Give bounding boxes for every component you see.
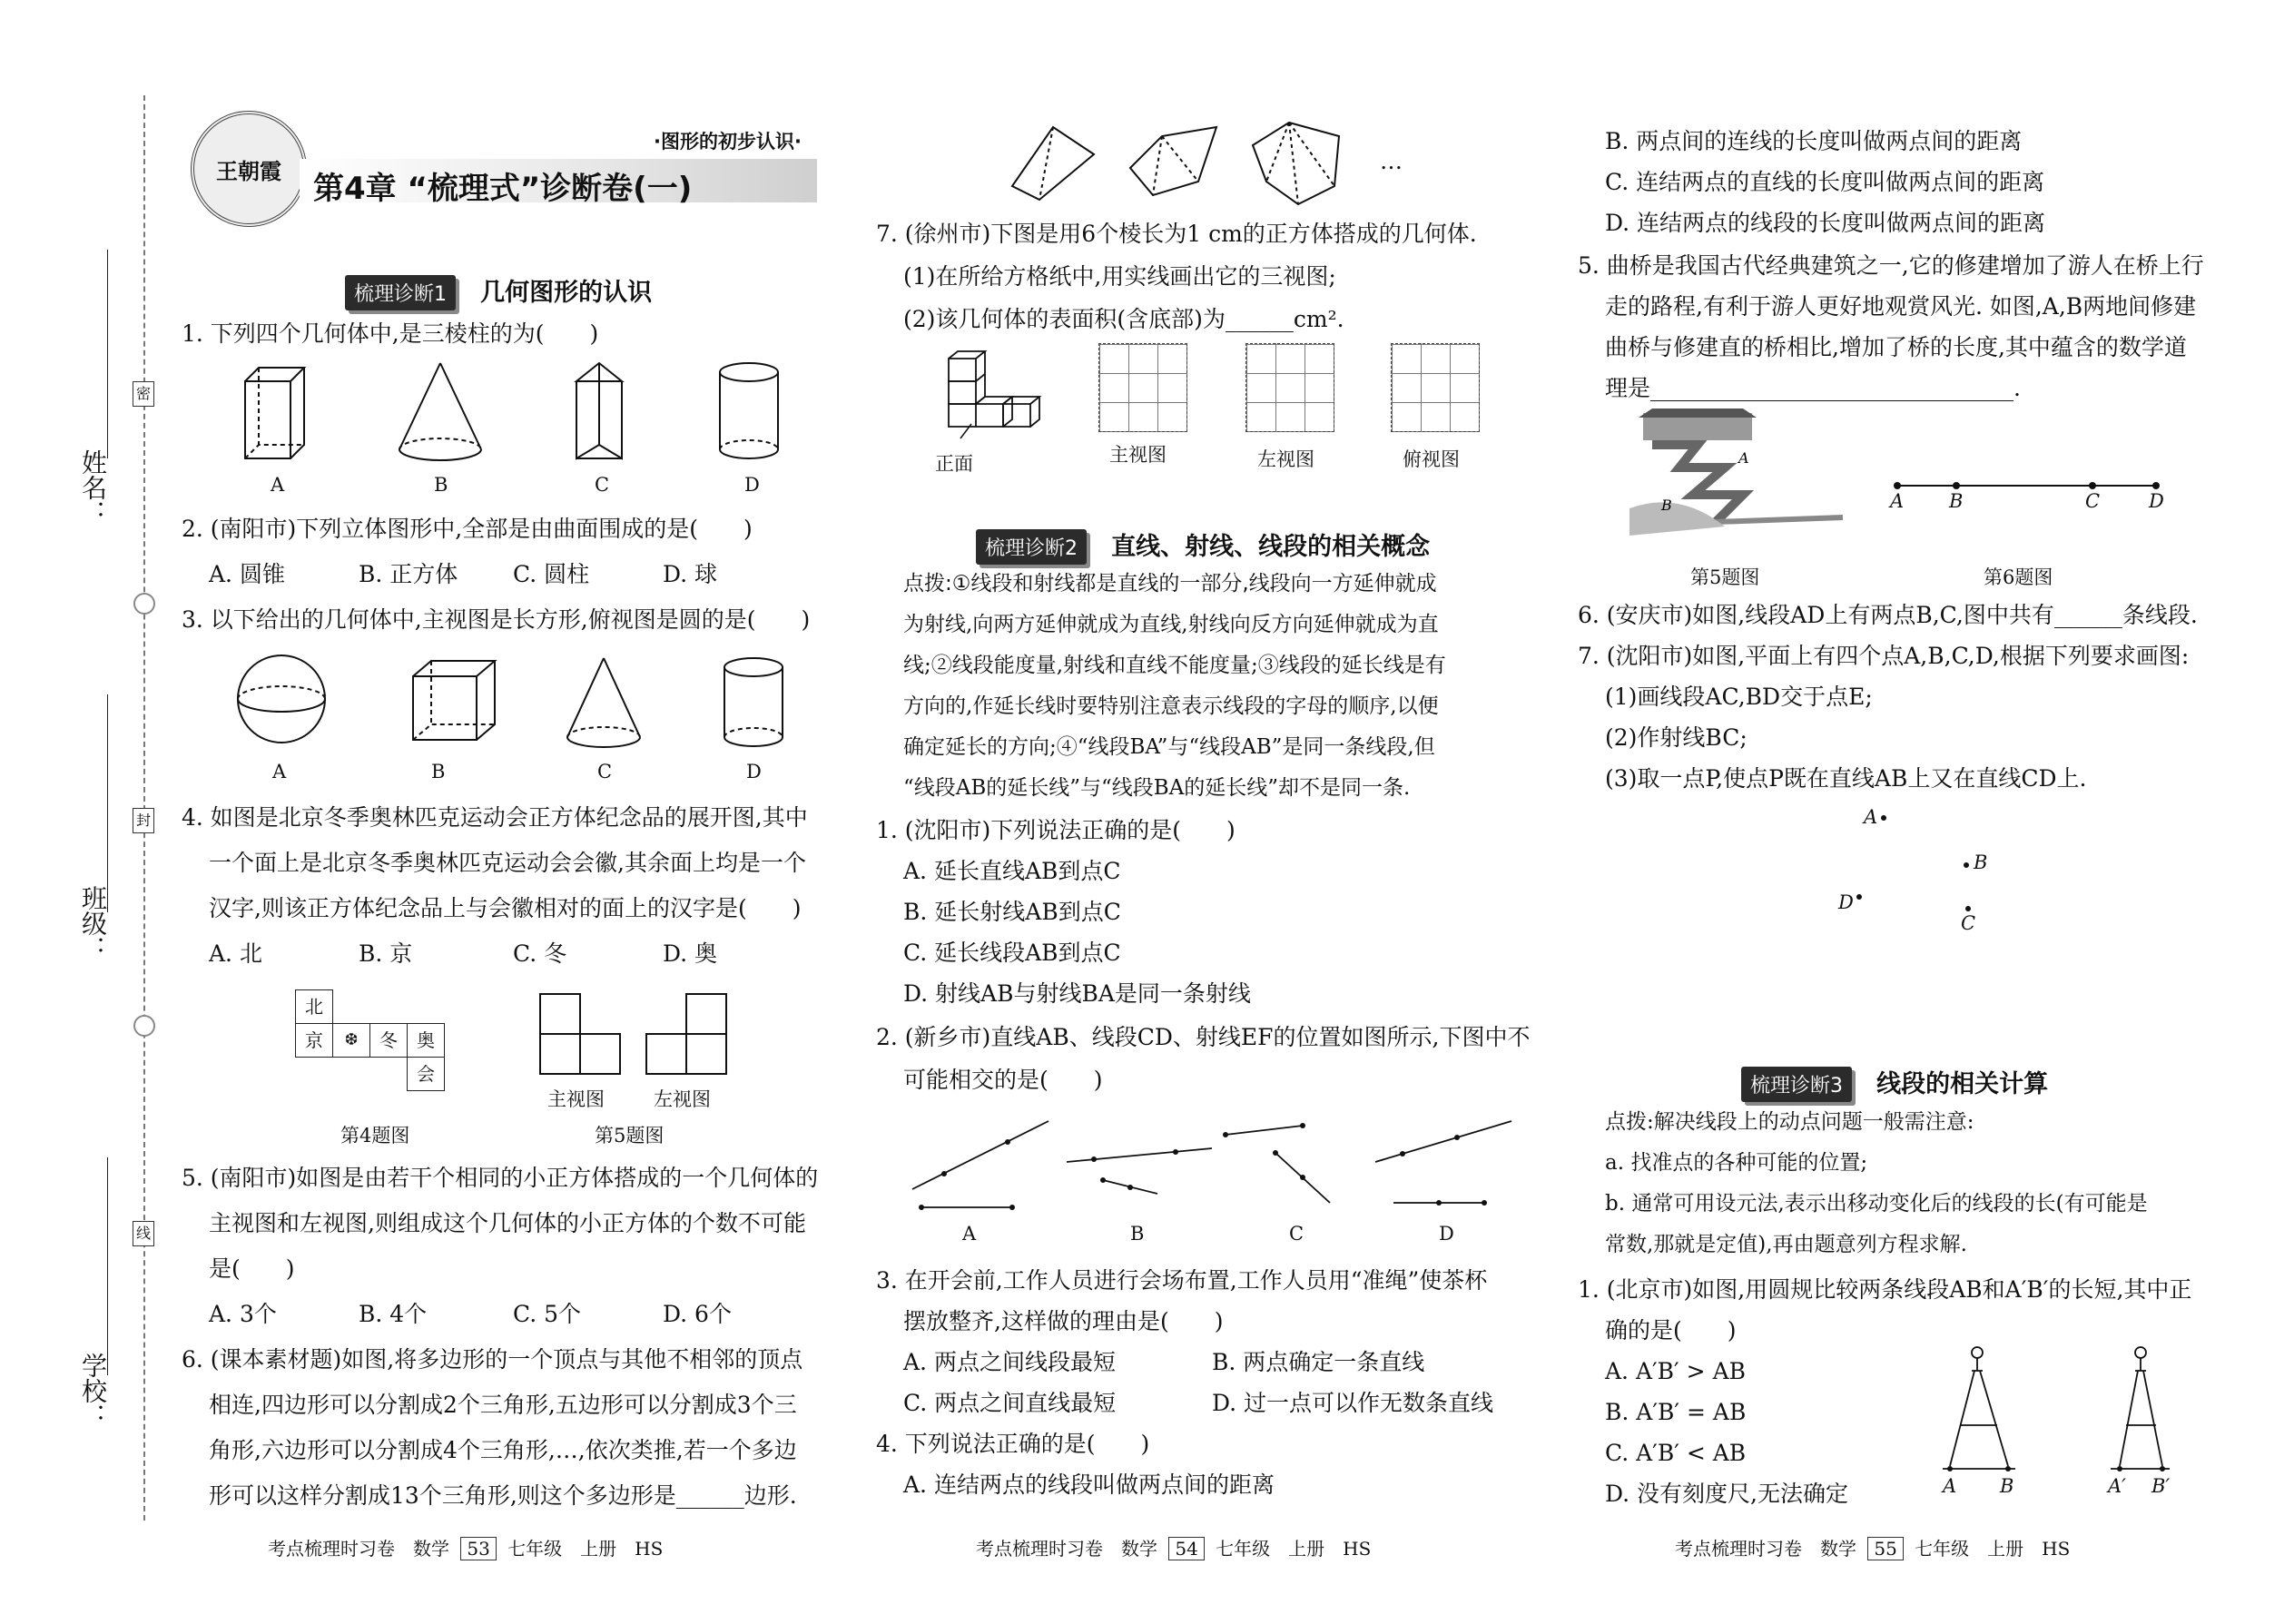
svg-text:A: A — [1738, 449, 1749, 467]
sec3-badge: 梳理诊断3 — [1741, 1067, 1852, 1102]
footer-grade: 七年级 上册 HS — [1915, 1538, 2071, 1560]
class-blank-line[interactable] — [107, 694, 108, 912]
sec2-heading — [976, 527, 1430, 565]
footer-grade: 七年级 上册 HS — [507, 1538, 664, 1560]
q6-point-a: A — [1890, 490, 1905, 512]
q7-grid-left-label: 左视图 — [1257, 448, 1314, 470]
fig5-caption: 第5题图 — [595, 1125, 665, 1147]
net-cell: 会 — [407, 1057, 445, 1091]
p1-q5-opt-d: D. 6个 — [663, 1301, 732, 1327]
p2-tip-line3: 线;②线段能度量,射线和直线不能度量;③线段的延长线是有 — [903, 654, 1446, 677]
cylinder-icon — [720, 363, 778, 458]
rect-prism-icon — [245, 368, 304, 458]
page-number: 55 — [1867, 1537, 1903, 1560]
logo-emblem — [191, 111, 307, 227]
name-blank-line[interactable] — [107, 250, 108, 458]
q7-point-dot — [1856, 894, 1862, 900]
p1-q2-opt-c: C. 圆柱 — [513, 561, 590, 587]
p2-q4: 4. 下列说法正确的是( ) — [876, 1431, 1150, 1457]
p3-q1-opt-a: A. A′B′ > AB — [1605, 1358, 1746, 1384]
q5-left-view-label: 左视图 — [654, 1088, 711, 1110]
q7-point-dot — [1965, 906, 1971, 911]
q3-label-a: A — [272, 761, 287, 782]
p1-q6-line1: 6. (课本素材题)如图,将多边形的一个顶点与其他不相邻的顶点 — [182, 1346, 803, 1373]
q1-label-b: B — [434, 474, 448, 496]
p2-tip-line4: 方向的,作延长线时要特别注意表示线段的字母的顺序,以便 — [903, 694, 1439, 718]
seal-char-xian: 线 — [133, 1221, 154, 1246]
q6-point-c: C — [2085, 490, 2101, 512]
q2-fig-label-d: D — [1439, 1223, 1454, 1245]
footer-series: 考点梳理时习卷 数学 — [1675, 1538, 1856, 1560]
p2-q3-opt-d: D. 过一点可以作无数条直线 — [1212, 1390, 1494, 1416]
page-number: 54 — [1168, 1537, 1204, 1560]
fig6-caption: 第6题图 — [1984, 566, 2053, 588]
p1-q5-opt-c: C. 5个 — [513, 1301, 582, 1327]
footer-grade: 七年级 上册 HS — [1216, 1538, 1372, 1560]
sec3-heading — [1741, 1064, 2048, 1102]
sec1-title: 几何图形的认识 — [480, 279, 653, 307]
q7-point-c: C — [1961, 912, 1976, 934]
compass-label-a: A — [1943, 1475, 1957, 1497]
q2-fig-label-c: C — [1289, 1223, 1305, 1245]
p2-tip-line6: “线段AB的延长线”与“线段BA的延长线”却不是同一条. — [903, 776, 1411, 800]
q7-grid-main-label: 主视图 — [1109, 444, 1167, 466]
cube-net-figure — [295, 989, 454, 1098]
p3-q7-line1: 7. (沈阳市)如图,平面上有四个点A,B,C,D,根据下列要求画图: — [1578, 643, 2190, 669]
q7-grid-top-label: 俯视图 — [1403, 448, 1460, 470]
q1-label-d: D — [744, 474, 760, 496]
p3-q1-line2: 确的是( ) — [1605, 1317, 1737, 1343]
school-blank-line[interactable] — [107, 1157, 108, 1375]
p1-q2-opt-a: A. 圆锥 — [209, 561, 285, 587]
binding-ring-icon — [133, 1015, 155, 1037]
p2-q7-line2: (1)在所给方格纸中,用实线画出它的三视图; — [903, 263, 1336, 290]
q7-grid-main[interactable] — [1098, 343, 1187, 432]
binding-margin — [0, 0, 159, 1624]
p1-q4-line1: 4. 如图是北京冬季奥林匹克运动会正方体纪念品的展开图,其中 — [182, 804, 808, 831]
net-cell: 冬 — [369, 1023, 408, 1058]
topic-label: ·图形的初步认识· — [654, 131, 802, 153]
seal-char-feng: 封 — [133, 808, 154, 833]
p2-q1-opt-c: C. 延长线段AB到点C — [903, 940, 1121, 966]
q1-label-c: C — [595, 474, 610, 496]
p1-q1: 1. 下列四个几何体中,是三棱柱的为( ) — [182, 320, 599, 347]
p2-tip-line5: 确定延长的方向;④“线段BA”与“线段AB”是同一条线段,但 — [903, 735, 1435, 759]
p3-footer — [1675, 1534, 2070, 1560]
p1-q5-line1: 5. (南阳市)如图是由若干个相同的小正方体搭成的一个几何体的 — [182, 1165, 819, 1191]
p2-q1: 1. (沈阳市)下列说法正确的是( ) — [876, 817, 1236, 843]
p2-q7-line1: 7. (徐州市)下图是用6个棱长为1 cm的正方体搭成的几何体. — [876, 221, 1477, 247]
q7-point-d: D — [1838, 891, 1854, 913]
p2-q3-opt-a: A. 两点之间线段最短 — [903, 1349, 1116, 1375]
p1-q5-opt-a: A. 3个 — [209, 1301, 277, 1327]
q7-grid-left[interactable] — [1245, 343, 1334, 432]
q6-point-b: B — [1949, 490, 1964, 512]
p2-q1-opt-a: A. 延长直线AB到点C — [903, 858, 1121, 884]
p2-footer — [976, 1534, 1371, 1560]
q6-segment-figure — [1884, 477, 2174, 513]
p3-q4-opt-c: C. 连结两点的直线的长度叫做两点间的距离 — [1605, 169, 2045, 195]
sec2-title: 直线、射线、线段的相关概念 — [1111, 533, 1431, 561]
p3-q1-line1: 1. (北京市)如图,用圆规比较两条线段AB和A′B′的长短,其中正 — [1578, 1276, 2192, 1303]
sec1-badge: 梳理诊断1 — [345, 275, 456, 310]
p1-q2: 2. (南阳市)下列立体图形中,全部是由曲面围成的是( ) — [182, 516, 753, 542]
p1-q6-line2: 相连,四边形可以分割成2个三角形,五边形可以分割成3个三 — [209, 1392, 797, 1418]
q2-lines-figure — [903, 1112, 1521, 1216]
p1-q4-line3: 汉字,则该正方体纪念品上与会徽相对的面上的汉字是( ) — [209, 895, 802, 921]
p1-q4-line2: 一个面上是北京冬季奥林匹克运动会会徽,其余面上均是一个 — [209, 850, 806, 876]
p1-q3: 3. 以下给出的几何体中,主视图是长方形,俯视图是圆的是( ) — [182, 606, 811, 633]
p1-q4-opt-d: D. 奥 — [663, 940, 718, 967]
p1-q4-opt-a: A. 北 — [209, 940, 262, 967]
q7-point-b: B — [1974, 851, 1988, 873]
q5-left-view-figure — [646, 994, 728, 1076]
q3-solids-figure — [231, 654, 794, 753]
p3-tip-line4: 常数,那就是定值),再由题意列方程求解. — [1605, 1233, 1967, 1256]
sec3-title: 线段的相关计算 — [1876, 1070, 2049, 1098]
p1-q2-opt-b: B. 正方体 — [359, 561, 458, 587]
p2-ellipsis: … — [1380, 148, 1403, 174]
p3-q6: 6. (安庆市)如图,线段AD上有两点B,C,图中共有______条线段. — [1578, 602, 2198, 628]
p3-tip-line2: a. 找准点的各种可能的位置; — [1605, 1151, 1868, 1175]
p2-q2-line2: 可能相交的是( ) — [903, 1067, 1103, 1093]
cone-icon — [567, 658, 640, 747]
q3-label-b: B — [431, 761, 446, 782]
p3-q4-opt-b: B. 两点间的连线的长度叫做两点间的距离 — [1605, 128, 2023, 154]
p3-q7-line2: (1)画线段AC,BD交于点E; — [1605, 684, 1873, 710]
p1-q2-opt-d: D. 球 — [663, 561, 718, 587]
q2-fig-label-b: B — [1130, 1223, 1145, 1245]
sphere-icon — [238, 655, 325, 743]
triangular-prism-icon — [576, 363, 622, 458]
seal-char-mi: 密 — [133, 381, 154, 407]
q6-point-d: D — [2149, 490, 2164, 512]
p1-footer — [268, 1534, 663, 1560]
p2-tip-line1: 点拨:①线段和射线都是直线的一部分,线段向一方延伸就成 — [903, 572, 1437, 595]
cylinder-icon — [724, 658, 783, 746]
cube-icon — [413, 661, 495, 740]
p2-q1-opt-b: B. 延长射线AB到点C — [903, 899, 1121, 925]
sec1-heading — [345, 272, 652, 310]
p1-q5-line3: 是( ) — [209, 1255, 295, 1282]
net-cell: 京 — [295, 1023, 333, 1058]
svg-text:B: B — [1661, 497, 1672, 514]
q7-front-label: 正面 — [935, 453, 973, 475]
p1-q5-opt-b: B. 4个 — [359, 1301, 428, 1327]
p1-q5-line2: 主视图和左视图,则组成这个几何体的小正方体的个数不可能 — [209, 1210, 806, 1236]
p2-tip-line2: 为射线,向两方延伸就成为直线,射线向反方向延伸就成为直 — [903, 613, 1439, 636]
q1-label-a: A — [271, 474, 285, 496]
binding-ring-icon — [133, 593, 155, 615]
p3-q5-line3: 曲桥与修建直的桥相比,增加了桥的长度,其中蕴含的数学道 — [1605, 334, 2187, 360]
net-cell: 奥 — [407, 1023, 445, 1058]
polygons-division-figure — [1008, 118, 1389, 209]
q2-fig-label-a: A — [962, 1223, 977, 1245]
p3-q5-line1: 5. 曲桥是我国古代经典建筑之一,它的修建增加了游人在桥上行 — [1578, 252, 2204, 279]
p1-q6-line4: 形可以这样分割成13个三角形,则这个多边形是______边形. — [209, 1482, 797, 1509]
q7-cubes-figure — [935, 340, 1053, 440]
q3-label-d: D — [746, 761, 762, 782]
footer-series: 考点梳理时习卷 数学 — [268, 1538, 449, 1560]
p3-q1-opt-b: B. A′B′ = AB — [1605, 1399, 1747, 1425]
zigzag-bridge-figure — [1625, 408, 1852, 540]
p1-q4-opt-b: B. 京 — [359, 940, 413, 967]
class-label: 班级： — [78, 885, 108, 961]
q7-point-a: A — [1864, 806, 1878, 828]
p2-q3-line2: 摆放整齐,这样做的理由是( ) — [903, 1308, 1224, 1334]
p1-q4-opt-c: C. 冬 — [513, 940, 567, 967]
name-label: 姓名： — [78, 449, 108, 526]
fig4-caption: 第4题图 — [340, 1125, 410, 1147]
p2-q3-line1: 3. 在开会前,工作人员进行会场布置,工作人员用“准绳”使茶杯 — [876, 1267, 1488, 1294]
cone-icon — [399, 363, 481, 460]
p3-q7-line4: (3)取一点P,使点P既在直线AB上又在直线CD上. — [1605, 765, 2087, 792]
p3-tip-line3: b. 通常可用设元法,表示出移动变化后的线段的长(有可能是 — [1605, 1192, 2148, 1216]
school-label: 学校： — [78, 1353, 108, 1429]
p3-q5-line4: 理是________________________________. — [1605, 375, 2021, 401]
p3-q1-opt-d: D. 没有刻度尺,无法确定 — [1605, 1481, 1848, 1507]
p3-tip-line1: 点拨:解决线段上的动点问题一般需注意: — [1605, 1110, 1974, 1134]
compass-label-a-prime: A′ — [2108, 1475, 2126, 1497]
p3-q5-line2: 走的路程,有利于游人更好地观赏风光. 如图,A,B两地间修建 — [1605, 293, 2197, 320]
compass-label-b: B — [2000, 1475, 2014, 1497]
page-number: 53 — [460, 1537, 496, 1560]
q1-solids-figure — [218, 359, 781, 468]
q3-label-c: C — [597, 761, 613, 782]
fig5-caption-p3: 第5题图 — [1690, 566, 1760, 588]
q5-main-view-figure — [540, 994, 622, 1076]
p2-q3-opt-c: C. 两点之间直线最短 — [903, 1390, 1117, 1416]
q5-main-view-label: 主视图 — [547, 1088, 605, 1110]
q7-grid-top[interactable] — [1391, 343, 1480, 432]
olympic-emblem-icon: ❆ — [332, 1023, 370, 1058]
chapter-title: 第4章 “梳理式”诊断卷(一) — [313, 171, 693, 207]
p2-q3-opt-b: B. 两点确定一条直线 — [1212, 1349, 1425, 1375]
p3-q7-line3: (2)作射线BC; — [1605, 724, 1748, 751]
p3-q1-opt-c: C. A′B′ < AB — [1605, 1440, 1747, 1466]
compass-figure — [1934, 1343, 2170, 1480]
q7-point-dot — [1964, 862, 1969, 868]
footer-series: 考点梳理时习卷 数学 — [976, 1538, 1157, 1560]
p1-q6-line3: 角形,六边形可以分割成4个三角形,…,依次类推,若一个多边 — [209, 1437, 797, 1463]
sec2-badge: 梳理诊断2 — [976, 529, 1087, 565]
p2-q2-line1: 2. (新乡市)直线AB、线段CD、射线EF的位置如图所示,下图中不 — [876, 1024, 1531, 1050]
q7-point-dot — [1881, 815, 1886, 821]
compass-label-b-prime: B′ — [2151, 1475, 2171, 1497]
p2-q7-line3: (2)该几何体的表面积(含底部)为______cm². — [903, 306, 1344, 332]
logo-text: 王朝霞 — [216, 157, 281, 184]
net-cell: 北 — [295, 989, 333, 1024]
p2-q4-opt-a: A. 连结两点的线段叫做两点间的距离 — [903, 1471, 1275, 1498]
p3-q4-opt-d: D. 连结两点的线段的长度叫做两点间的距离 — [1605, 210, 2046, 236]
p2-q1-opt-d: D. 射线AB与射线BA是同一条射线 — [903, 980, 1251, 1007]
